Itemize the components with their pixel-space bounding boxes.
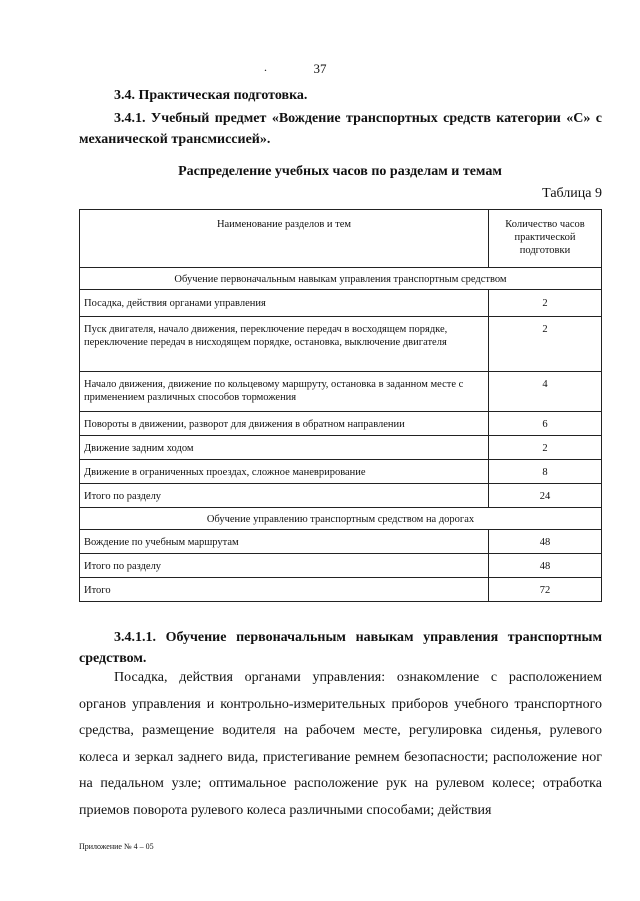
table-row	[80, 412, 602, 436]
section-heading: 3.4. Практическая подготовка.	[114, 88, 308, 103]
row-name: Пуск двигателя, начало движения, переключение передач в восходящем порядке, переключение передач в нисходящем порядке, остановка, выключение двигателя	[80, 317, 489, 372]
footer-note: Приложение № 4 – 05	[79, 842, 154, 851]
row-name: Посадка, действия органами управления	[80, 290, 489, 317]
row-hours: 2	[489, 436, 602, 460]
row-hours: 48	[489, 530, 602, 554]
paragraph-text: Посадка, действия органами управления: ознакомление с расположением органов управления и контрольно-измерительных приборов учебного транспортного средства, размещение водителя на рабочем месте, регулировка сиденья, рулевого колеса и зеркал заднего вида, пристегивание ремнем безопасности; расположение ног на педальном узле; оптимальное расположение рук на рулевом колесе; отработка приемов поворота рулевого колеса различными способами; действия	[79, 670, 602, 818]
table-label: Таблица 9	[542, 186, 602, 201]
row-name: Итого по разделу	[80, 554, 489, 578]
row-hours: 72	[489, 578, 602, 602]
table-row	[80, 290, 602, 317]
row-hours: 6	[489, 412, 602, 436]
section1-title: Обучение первоначальным навыкам управления транспортным средством	[80, 268, 602, 290]
grand-total-row	[80, 578, 602, 602]
table-header-row	[80, 210, 602, 268]
row-hours: 2	[489, 317, 602, 372]
row-name: Вождение по учебным маршрутам	[80, 530, 489, 554]
row-hours: 24	[489, 484, 602, 508]
table-row	[80, 436, 602, 460]
row-hours: 4	[489, 372, 602, 412]
header-name-cell: Наименование разделов и тем	[80, 210, 489, 268]
row-name: Движение в ограниченных проездах, сложное маневрирование	[80, 460, 489, 484]
section-title-row	[80, 268, 602, 290]
header-hours-cell: Количество часов практической подготовки	[489, 210, 602, 268]
row-hours: 8	[489, 460, 602, 484]
table-row	[80, 530, 602, 554]
row-name: Повороты в движении, разворот для движения в обратном направлении	[80, 412, 489, 436]
row-name: Итого по разделу	[80, 484, 489, 508]
row-hours: 48	[489, 554, 602, 578]
table-row	[80, 317, 602, 372]
subtotal-row	[80, 484, 602, 508]
table-row	[80, 372, 602, 412]
table-caption: Распределение учебных часов по разделам и темам	[178, 164, 502, 179]
section-title-row	[80, 508, 602, 530]
row-name: Начало движения, движение по кольцевому маршруту, остановка в заданном месте с применением различных способов торможения	[80, 372, 489, 412]
row-hours: 2	[489, 290, 602, 317]
row-name: Итого	[80, 578, 489, 602]
subsection-heading: 3.4.1. Учебный предмет «Вождение транспортных средств категории «С» с механической трансмиссией».	[79, 111, 602, 147]
page-number: 37	[313, 61, 327, 76]
paragraph-heading: 3.4.1.1. Обучение первоначальным навыкам управления транспортным средством.	[79, 630, 602, 666]
section2-title: Обучение управлению транспортным средством на дорогах	[80, 508, 602, 530]
table-row	[80, 460, 602, 484]
hours-table	[79, 209, 602, 602]
stray-mark: .	[264, 60, 267, 74]
row-name: Движение задним ходом	[80, 436, 489, 460]
subtotal-row	[80, 554, 602, 578]
